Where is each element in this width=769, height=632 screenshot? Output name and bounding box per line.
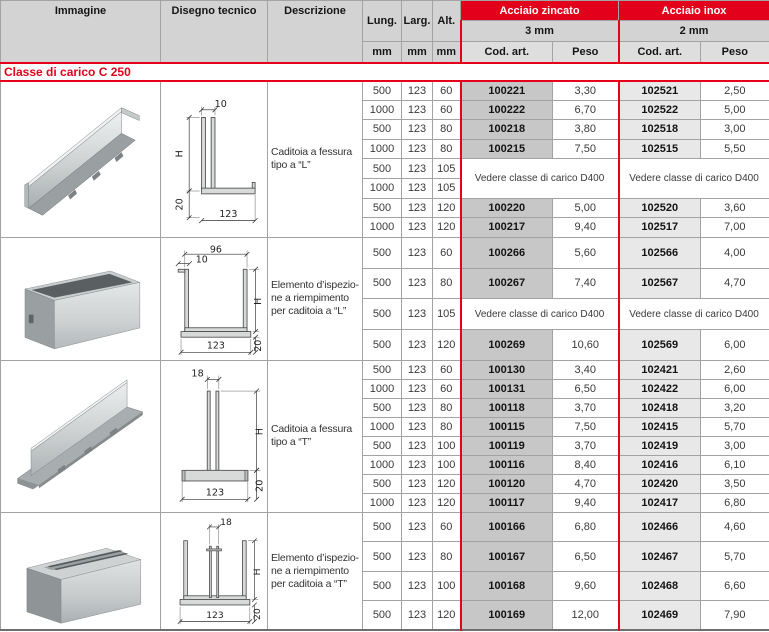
zincato-code-cell: 100169: [461, 601, 553, 631]
zincato-weight-cell: 12,00: [553, 601, 619, 631]
dimension: [191, 368, 221, 381]
lung-cell: 1000: [363, 455, 402, 474]
svg-text:H: H: [253, 427, 265, 436]
inox-code-cell: 102521: [619, 81, 701, 101]
svg-text:H: H: [173, 150, 185, 158]
dimension: [174, 115, 191, 193]
larg-cell: 123: [402, 601, 433, 631]
zincato-weight-cell: 4,70: [553, 474, 619, 493]
zincato-weight-cell: 8,40: [553, 455, 619, 474]
col-header-inox-peso: Peso: [701, 42, 769, 63]
technical-drawing-cell: [161, 81, 268, 238]
spec-row: [1, 237, 769, 268]
zincato-code-cell: 100119: [461, 436, 553, 455]
product-image-cell: [1, 512, 161, 630]
alt-cell: 80: [433, 139, 461, 159]
lung-cell: 1000: [363, 139, 402, 159]
dimension: [177, 610, 251, 624]
l-slot-channel-photo: [3, 84, 159, 234]
spec-row: [1, 81, 769, 101]
alt-cell: 80: [433, 542, 461, 572]
inox-code-cell: 102567: [619, 268, 701, 299]
thickness-inox: 2 mm: [619, 21, 769, 42]
inox-code-cell: 102419: [619, 436, 701, 455]
dimension: [199, 99, 227, 112]
svg-text:18: 18: [190, 368, 204, 380]
zincato-code-cell: 100131: [461, 379, 553, 398]
description-cell: [268, 81, 363, 238]
t-slot-channel-photo: [3, 364, 159, 509]
larg-cell: 123: [402, 330, 433, 361]
zincato-weight-cell: 5,60: [553, 237, 619, 268]
zincato-code-cell: 100221: [461, 81, 553, 101]
lung-cell: 500: [363, 330, 402, 361]
zincato-code-cell: 100220: [461, 198, 553, 218]
product-image-cell: [1, 81, 161, 238]
load-class-banner-row: [1, 63, 769, 81]
svg-text:123: 123: [206, 340, 225, 352]
description-line: tipo a “T”: [271, 436, 312, 449]
lung-cell: 1000: [363, 493, 402, 512]
technical-drawing-cell: [161, 360, 268, 512]
inox-code-cell: 102517: [619, 218, 701, 238]
see-d400-note-cell: Vedere classe di carico D400: [619, 299, 769, 330]
col-header-immagine: Immagine: [1, 1, 161, 63]
lung-cell: 500: [363, 474, 402, 493]
inox-code-cell: 102468: [619, 571, 701, 601]
svg-text:10: 10: [195, 254, 208, 266]
lung-cell: 500: [363, 571, 402, 601]
alt-cell: 80: [433, 398, 461, 417]
larg-cell: 123: [402, 120, 433, 140]
inox-weight-cell: 5,70: [701, 542, 769, 572]
lung-cell: 500: [363, 436, 402, 455]
lung-cell: 500: [363, 299, 402, 330]
alt-cell: 60: [433, 81, 461, 101]
inox-code-cell: 102416: [619, 455, 701, 474]
inox-weight-cell: 2,50: [701, 81, 769, 101]
inox-weight-cell: 3,20: [701, 398, 769, 417]
l-profile-drawing: [162, 84, 267, 234]
lung-cell: 500: [363, 120, 402, 140]
larg-cell: 123: [402, 379, 433, 398]
inox-code-cell: 102467: [619, 542, 701, 572]
spec-table-body: [1, 81, 769, 631]
inox-weight-cell: 5,00: [701, 100, 769, 120]
dimension: [179, 487, 250, 501]
zincato-weight-cell: 3,40: [553, 360, 619, 379]
alt-cell: 120: [433, 493, 461, 512]
load-class-banner: Classe di carico C 250: [1, 63, 769, 81]
dimension: [254, 388, 265, 472]
zincato-weight-cell: 6,70: [553, 100, 619, 120]
dimension: [182, 244, 249, 256]
inox-weight-cell: 3,00: [701, 436, 769, 455]
col-header-larg: Larg.: [402, 1, 433, 42]
inox-weight-cell: 3,50: [701, 474, 769, 493]
inox-weight-cell: 7,90: [701, 601, 769, 631]
zincato-code-cell: 100266: [461, 237, 553, 268]
u-profile-drawing: [162, 241, 267, 357]
open-trough-photo: [6, 241, 156, 357]
zincato-code-cell: 100218: [461, 120, 553, 140]
larg-cell: 123: [402, 139, 433, 159]
inox-code-cell: 102569: [619, 330, 701, 361]
alt-cell: 105: [433, 159, 461, 179]
alt-cell: 60: [433, 512, 461, 542]
see-d400-note-cell: Vedere classe di carico D400: [461, 299, 619, 330]
svg-text:H: H: [251, 568, 263, 576]
section-header-acciaio-inox: Acciaio inox: [619, 1, 769, 21]
svg-text:123: 123: [218, 208, 237, 220]
zincato-weight-cell: 9,40: [553, 218, 619, 238]
larg-cell: 123: [402, 542, 433, 572]
lung-cell: 1000: [363, 178, 402, 198]
alt-cell: 60: [433, 379, 461, 398]
technical-drawing-cell: [161, 512, 268, 630]
description-line: Elemento d’ispezio-: [271, 279, 359, 292]
dimension: [174, 189, 191, 221]
col-header-inox-cod-art: Cod. art.: [619, 42, 701, 63]
alt-cell: 60: [433, 237, 461, 268]
dimension: [253, 335, 264, 355]
description-line: ne a riempimento: [271, 292, 349, 305]
thickness-zincato: 3 mm: [461, 21, 619, 42]
description-line: per caditoia a “L”: [271, 305, 347, 318]
zincato-weight-cell: 9,40: [553, 493, 619, 512]
svg-text:20: 20: [173, 198, 185, 211]
unit-mm-alt: mm: [433, 42, 461, 63]
zincato-code-cell: 100117: [461, 493, 553, 512]
inox-code-cell: 102515: [619, 139, 701, 159]
unit-mm-larg: mm: [402, 42, 433, 63]
lung-cell: 500: [363, 81, 402, 101]
zincato-code-cell: 100120: [461, 474, 553, 493]
larg-cell: 123: [402, 436, 433, 455]
header-row-main: [1, 1, 769, 21]
inox-weight-cell: 4,60: [701, 512, 769, 542]
inox-weight-cell: 2,60: [701, 360, 769, 379]
description-line: Caditoia a fessura: [271, 146, 353, 159]
zincato-weight-cell: 10,60: [553, 330, 619, 361]
section-header-acciaio-zincato: Acciaio zincato: [461, 1, 619, 21]
svg-text:20: 20: [251, 608, 263, 620]
inox-weight-cell: 5,50: [701, 139, 769, 159]
alt-cell: 120: [433, 198, 461, 218]
svg-text:20: 20: [253, 479, 265, 492]
lung-cell: 1000: [363, 100, 402, 120]
zincato-code-cell: 100166: [461, 512, 553, 542]
larg-cell: 123: [402, 198, 433, 218]
inox-code-cell: 102566: [619, 237, 701, 268]
spec-row: [1, 360, 769, 379]
larg-cell: 123: [402, 178, 433, 198]
lung-cell: 500: [363, 360, 402, 379]
slotted-box-photo: [6, 515, 156, 627]
unit-mm-lung: mm: [363, 42, 402, 63]
description-line: tipo a “L”: [271, 159, 311, 172]
alt-cell: 120: [433, 218, 461, 238]
zincato-code-cell: 100130: [461, 360, 553, 379]
inox-weight-cell: 6,10: [701, 455, 769, 474]
description-line: Elemento d’ispezio-: [271, 551, 359, 564]
larg-cell: 123: [402, 493, 433, 512]
larg-cell: 123: [402, 159, 433, 179]
description-line: ne a riempimento: [271, 564, 349, 577]
zincato-code-cell: 100168: [461, 571, 553, 601]
col-header-lung: Lung.: [363, 1, 402, 42]
alt-cell: 100: [433, 455, 461, 474]
zincato-weight-cell: 3,70: [553, 436, 619, 455]
inox-code-cell: 102522: [619, 100, 701, 120]
box-profile-drawing: [162, 515, 267, 627]
alt-cell: 80: [433, 120, 461, 140]
zincato-weight-cell: 3,70: [553, 398, 619, 417]
larg-cell: 123: [402, 360, 433, 379]
svg-text:H: H: [252, 297, 264, 305]
svg-text:96: 96: [209, 244, 222, 256]
inox-code-cell: 102518: [619, 120, 701, 140]
see-d400-note-cell: Vedere classe di carico D400: [461, 159, 619, 198]
zincato-code-cell: 100222: [461, 100, 553, 120]
dimension: [251, 603, 262, 624]
lung-cell: 1000: [363, 379, 402, 398]
lung-cell: 500: [363, 398, 402, 417]
larg-cell: 123: [402, 417, 433, 436]
larg-cell: 123: [402, 299, 433, 330]
col-header-disegno-tecnico: Disegno tecnico: [161, 1, 268, 63]
t-profile-drawing: [162, 364, 267, 509]
zincato-code-cell: 100116: [461, 455, 553, 474]
svg-text:123: 123: [205, 487, 224, 499]
col-header-descrizione: Descrizione: [268, 1, 363, 63]
zincato-code-cell: 100269: [461, 330, 553, 361]
product-image-cell: [1, 237, 161, 360]
alt-cell: 80: [433, 417, 461, 436]
inox-code-cell: 102520: [619, 198, 701, 218]
inox-weight-cell: 6,00: [701, 379, 769, 398]
inox-code-cell: 102469: [619, 601, 701, 631]
lung-cell: 500: [363, 512, 402, 542]
dimension: [253, 267, 264, 334]
lung-cell: 500: [363, 198, 402, 218]
larg-cell: 123: [402, 81, 433, 101]
larg-cell: 123: [402, 398, 433, 417]
inox-code-cell: 102420: [619, 474, 701, 493]
inox-code-cell: 102415: [619, 417, 701, 436]
svg-text:123: 123: [205, 609, 224, 621]
alt-cell: 100: [433, 571, 461, 601]
alt-cell: 105: [433, 178, 461, 198]
inox-weight-cell: 4,00: [701, 237, 769, 268]
zincato-code-cell: 100118: [461, 398, 553, 417]
alt-cell: 105: [433, 299, 461, 330]
dimension: [199, 209, 257, 223]
larg-cell: 123: [402, 218, 433, 238]
zincato-weight-cell: 6,80: [553, 512, 619, 542]
zincato-weight-cell: 7,50: [553, 139, 619, 159]
lung-cell: 500: [363, 268, 402, 299]
inox-weight-cell: 3,00: [701, 120, 769, 140]
zincato-weight-cell: 3,80: [553, 120, 619, 140]
dimension: [207, 517, 232, 529]
svg-text:18: 18: [219, 517, 232, 529]
inox-weight-cell: 6,60: [701, 571, 769, 601]
inox-weight-cell: 7,00: [701, 218, 769, 238]
inox-weight-cell: 4,70: [701, 268, 769, 299]
larg-cell: 123: [402, 100, 433, 120]
inox-code-cell: 102422: [619, 379, 701, 398]
dimension: [175, 254, 207, 265]
zincato-code-cell: 100167: [461, 542, 553, 572]
inox-weight-cell: 3,60: [701, 198, 769, 218]
zincato-weight-cell: 9,60: [553, 571, 619, 601]
col-header-alt: Alt.: [433, 1, 461, 42]
larg-cell: 123: [402, 512, 433, 542]
lung-cell: 1000: [363, 417, 402, 436]
inox-weight-cell: 5,70: [701, 417, 769, 436]
larg-cell: 123: [402, 455, 433, 474]
alt-cell: 120: [433, 601, 461, 631]
see-d400-note-cell: Vedere classe di carico D400: [619, 159, 769, 198]
dimension: [251, 538, 262, 601]
zincato-code-cell: 100115: [461, 417, 553, 436]
alt-cell: 80: [433, 268, 461, 299]
description-cell: [268, 360, 363, 512]
description-line: Caditoia a fessura: [271, 423, 353, 436]
svg-text:20: 20: [252, 339, 264, 352]
zincato-weight-cell: 7,40: [553, 268, 619, 299]
spec-row: [1, 512, 769, 542]
lung-cell: 1000: [363, 218, 402, 238]
col-header-zincato-cod-art: Cod. art.: [461, 42, 553, 63]
product-image-cell: [1, 360, 161, 512]
zincato-code-cell: 100217: [461, 218, 553, 238]
alt-cell: 120: [433, 474, 461, 493]
larg-cell: 123: [402, 571, 433, 601]
inox-weight-cell: 6,00: [701, 330, 769, 361]
inox-code-cell: 102421: [619, 360, 701, 379]
description-line: per caditoia a “T”: [271, 577, 347, 590]
alt-cell: 60: [433, 360, 461, 379]
zincato-weight-cell: 7,50: [553, 417, 619, 436]
larg-cell: 123: [402, 237, 433, 268]
zincato-weight-cell: 6,50: [553, 542, 619, 572]
col-header-zincato-peso: Peso: [553, 42, 619, 63]
larg-cell: 123: [402, 268, 433, 299]
zincato-code-cell: 100267: [461, 268, 553, 299]
inox-code-cell: 102466: [619, 512, 701, 542]
zincato-code-cell: 100215: [461, 139, 553, 159]
zincato-weight-cell: 3,30: [553, 81, 619, 101]
larg-cell: 123: [402, 474, 433, 493]
inox-weight-cell: 6,80: [701, 493, 769, 512]
zincato-weight-cell: 6,50: [553, 379, 619, 398]
dimension: [178, 340, 253, 354]
svg-text:10: 10: [214, 99, 227, 111]
inox-code-cell: 102418: [619, 398, 701, 417]
lung-cell: 500: [363, 237, 402, 268]
technical-drawing-cell: [161, 237, 268, 360]
zincato-weight-cell: 5,00: [553, 198, 619, 218]
lung-cell: 500: [363, 159, 402, 179]
lung-cell: 500: [363, 601, 402, 631]
inox-code-cell: 102417: [619, 493, 701, 512]
description-cell: [268, 512, 363, 630]
alt-cell: 60: [433, 100, 461, 120]
dimension: [254, 468, 265, 502]
lung-cell: 500: [363, 542, 402, 572]
alt-cell: 100: [433, 436, 461, 455]
description-cell: [268, 237, 363, 360]
alt-cell: 120: [433, 330, 461, 361]
